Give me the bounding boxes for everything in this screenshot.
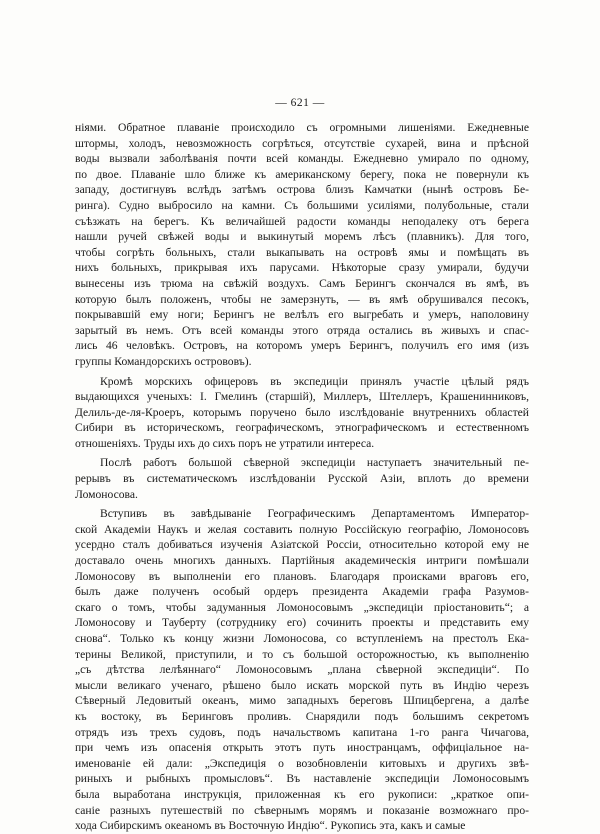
text-line: была выработана инструкцiя, приложенная къ его рукописи: „краткое опи- (75, 787, 529, 801)
text-line: отрядъ изъ трехъ судовъ, подъ начальствомъ капитана 1-го ранга Чичагова, (75, 725, 529, 739)
text-line: Делиль-де-ля-Кроеръ, которымъ поручено было изслѣдованiе внутреннихъ областей (75, 405, 529, 419)
text-line: лись 46 человѣкъ. Островъ, на которомъ умеръ Берингъ, получилъ его имя (изъ (75, 339, 529, 353)
text-line: воды вызвали заболѣванiя почти всей команды. Ежедневно умирало по одному, (75, 152, 529, 166)
text-line: хода Сибирскимъ океаномъ въ Восточную Индiю“. Рукопись эта, какъ и самые (75, 819, 466, 833)
paragraph-bering-voyage (75, 120, 529, 370)
text-line: усердно сталъ добиваться изученiя Азiатской Россiи, относительно которой ему не (75, 538, 529, 552)
text-line: снова“. Только къ концу жизни Ломоносова, со вступленiемъ на престолъ Ека- (75, 632, 529, 645)
text-line: „съ дѣтства лелѣяннаго“ Ломоносовымъ „плана сѣверной экспедицiи“. По (75, 663, 529, 677)
paragraph-interval (75, 455, 529, 502)
text-line: группы Командорскихъ острововъ). (75, 354, 252, 368)
text-line: Сибири въ историческомъ, географическомъ, этнографическомъ и естественномъ (75, 421, 529, 435)
text-line: доставало очень многихъ данныхъ. Партiйныя академическiя интриги помѣшали (75, 554, 529, 568)
text-line: былъ даже полученъ особый ордеръ президента Академiи графа Разумов- (75, 585, 529, 599)
text-line: зарытый въ немъ. Отъ всей команды этого отряда остались въ живыхъ и спас- (75, 323, 529, 337)
text-line: санiе разныхъ путешествiй по сѣвернымъ морямъ и показанiе возможнаго про- (75, 803, 529, 817)
text-line: мысли великаго ученаго, рѣшено было искать морской путь въ Индiю черезъ (75, 678, 529, 692)
text-line: рерывъ въ систематическомъ изслѣдованiи Русской Азiи, вплоть до времени (75, 472, 529, 486)
text-line: именованiе ей дали: „Экспедицiя о возобновленiи китовыхъ и другихъ звѣ- (75, 756, 529, 770)
paragraph-lomonosov (75, 506, 529, 833)
text-line: Кромѣ морскихъ офицеровъ въ экспедицiи принялъ участiе цѣлый рядъ (100, 374, 529, 388)
text-line: ской Академiи Наукъ и желая составить полную Россiйскую географiю, Ломоносовъ (75, 522, 529, 536)
text-line: Вступивъ въ завѣдыванiе Географическимъ Департаментомъ Император- (100, 507, 529, 521)
paragraph-scientists (75, 374, 529, 452)
text-line: Послѣ работъ большой сѣверной экспедицiи наступаетъ значительный пе- (100, 456, 529, 470)
text-line: нашли ручей свѣжей воды и выкинутый моремъ лѣсъ (плавникъ). Для того, (75, 230, 529, 244)
text-line: ринга). Судно выбросило на камни. Съ большими усилiями, полубольные, стали (75, 198, 529, 212)
text-line: западу, достигнувъ вслѣдъ затѣмъ острова близъ Камчатки (нынѣ островъ Бе- (75, 183, 529, 197)
text-line: съѣзжать на берегъ. Къ величайшей радости команды неподалеку отъ берега (75, 214, 529, 228)
text-line: Ломоносову въ выполненiи его плановъ. Благодаря происками враговъ его, (75, 569, 529, 583)
text-line: Ломоносову и Тауберту (сотруднику его) сочинить проекты и представить ему (75, 616, 529, 630)
text-line: вынесены изъ трюма на свѣжiй воздухъ. Самъ Берингъ скончался въ ямѣ, въ (75, 276, 529, 290)
text-line: терины Великой, приступили, и то съ большой осторожностью, къ выполненiю (75, 647, 529, 661)
text-line: скаго о томъ, чтобы задуманныя Ломоносовымъ „экспедицiи прiостановить“; а (75, 600, 529, 614)
text-line: при чемъ изъ опасенiя открыть этотъ путь иностранцамъ, оффицiальное на- (75, 741, 529, 755)
text-line: чтобы согрѣть больныхъ, стали выкапывать на островѣ ямы и помѣщать въ (75, 245, 529, 259)
text-line: которую былъ положенъ, чтобы не замерзнуть, — въ ямѣ обрушивался песокъ, (75, 292, 529, 306)
text-line: по двое. Плаванiе шло ближе къ американскому берегу, пока не повернули къ (75, 167, 529, 181)
text-line: отношенiяхъ. Труды ихъ до сихъ поръ не утратили интереса. (75, 436, 375, 450)
text-line: выдающихся ученыхъ: I. Гмелинъ (старшiй), Миллеръ, Штеллеръ, Крашенинниковъ, (75, 390, 529, 404)
page-number: — 621 — (275, 97, 325, 109)
text-line: покрывавшiй ему ноги; Берингъ не велѣлъ его выгребать и умеръ, наполовину (75, 308, 529, 322)
text-line: штормы, холодъ, невозможность согрѣться, отсутствiе сухарей, вина и прѣсной (75, 136, 529, 150)
text-line: нiями. Обратное плаванiе происходило съ огромными лишенiями. Ежедневные (75, 121, 529, 134)
text-line: нихъ больныхъ, прикрывая ихъ парусами. Нѣкоторые сразу умирали, будучи (75, 261, 529, 275)
text-line: Сѣверный Ледовитый океанъ, мимо западныхъ береговъ Шпицбергена, а далѣе (75, 694, 529, 708)
text-line: къ востоку, въ Беринговъ проливъ. Снарядили подъ большимъ секретомъ (75, 709, 529, 723)
text-line: Ломоносова. (75, 487, 138, 501)
text-line: риныхъ и рыбныхъ промысловъ“. Въ наставленiе экспедицiи Ломоносовымъ (75, 772, 529, 786)
body-text (75, 120, 529, 834)
